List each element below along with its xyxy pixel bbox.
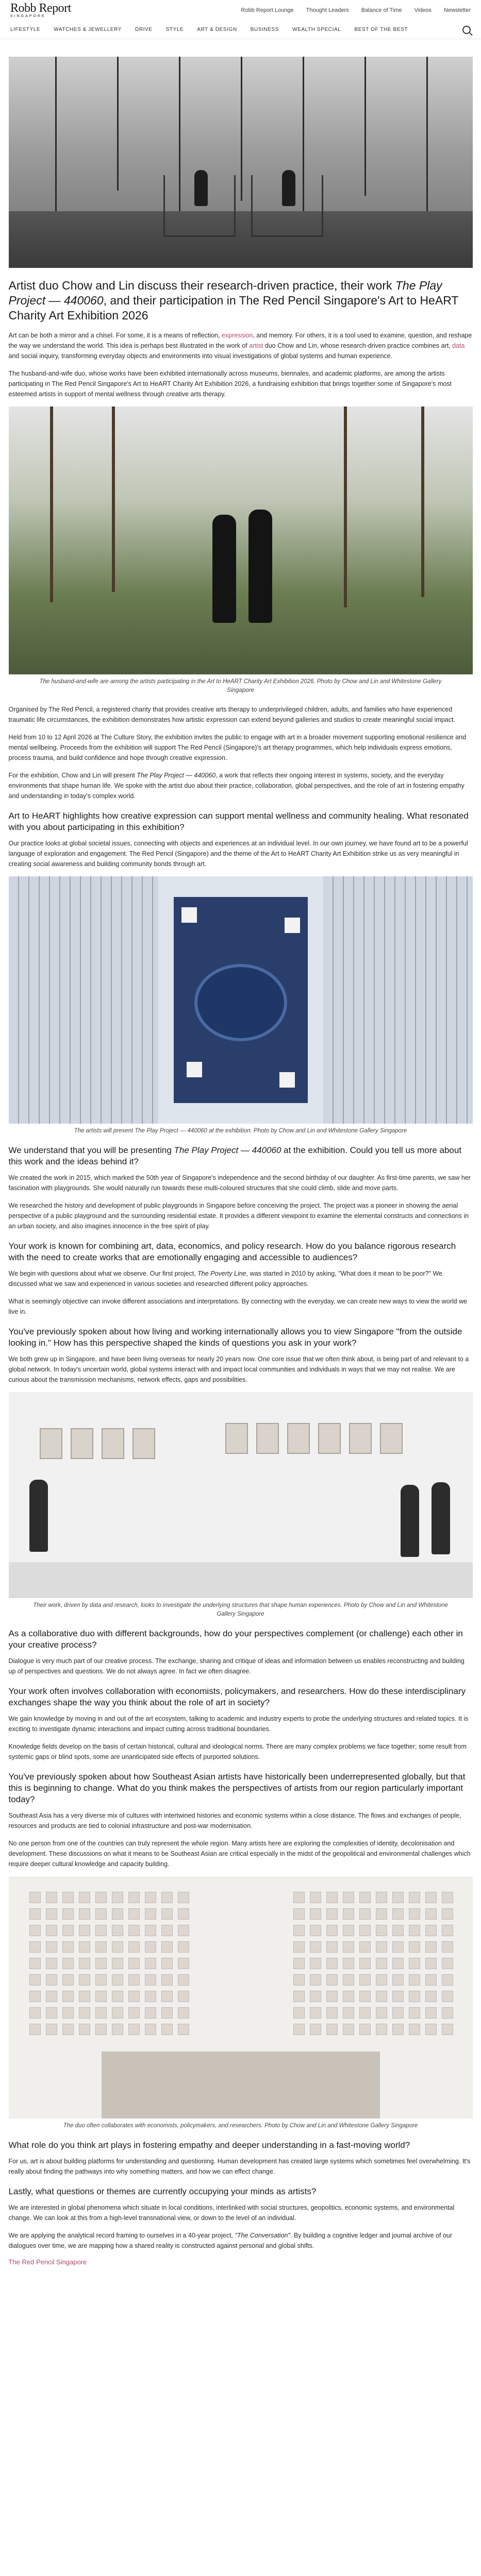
article-title: Artist duo Chow and Lin discuss their research-driven practice, their work The Play Project — 440060, and their participation in The Red Pencil Singapore's Art to HeART Charity Art Exhibition 2026 (8, 279, 459, 322)
main-nav (0, 21, 481, 39)
question-9: Lastly, what questions or themes are currently occupying your minds as artists? (8, 2187, 317, 2196)
article-body (9, 278, 473, 399)
question-6: Your work often involves collaboration with economists, policymakers, and researchers. How do these interdisciplinary exchanges shape the way you think about the role of art in society? (8, 1686, 466, 1707)
question-7: You've previously spoken about how Southeast Asian artists have historically been underrepresented globally, but that this is beginning to change. What do you think makes the perspectives of artists from our region particularly important today? (8, 1772, 466, 1804)
answer-9-p2: We are applying the analytical record framing to ourselves in a 40-year project, "The Conversation". By building a cognitive ledger and journal archive of our dialogues over time, we are mapping how a shared reality is constructed against personal and global shifts. (8, 2232, 453, 2249)
answer-7-p1: Southeast Asia has a very diverse mix of cultures with intertwined histories and economic systems within a close distance. The flows and exchanges of people, resources and products are tied to colonial infrastructure and post-war modernisation. (8, 1812, 461, 1829)
top-link-newsletter[interactable]: Newsletter (444, 7, 471, 13)
top-link-videos[interactable]: Videos (414, 7, 432, 13)
nav-item-watches-jewellery[interactable]: WATCHES & JEWELLERY (54, 27, 122, 32)
answer-4: We both grew up in Singapore, and have been living overseas for nearly 20 years now. One core issue that we often think about, is being part of and relevant to a global network. In today's uncertain world, global systems interact with and impact local communities and individuals in ways that we may not realise. We are curious about the transmission mechanisms, network effects, gaps and possibilities. (8, 1355, 469, 1383)
top-link-thought-leaders[interactable]: Thought Leaders (306, 7, 349, 13)
answer-2-p2: We researched the history and development of public playgrounds in Singapore before conceiving the project. The project was a pioneer in showing the aerial perspective of a public playground and the surrounding residential estate. It provides a different viewpoint to examine the elemental constructs and connections in an urban society, and also imagines innocence in the free spirit of play. (8, 1202, 469, 1230)
photo-gallery-visitors (9, 1392, 473, 1598)
link-expression[interactable]: expression (221, 332, 253, 339)
nav-item-business[interactable]: BUSINESS (250, 27, 279, 32)
photo-installation-grid (9, 1876, 473, 2119)
answer-6-p1: We gain knowledge by moving in and out of the art ecosystem, talking to academic and industry experts to probe the underlying structures and related topics. It is exciting to investigate dynamic interactions and impact cutting across traditional boundaries. (8, 1715, 469, 1733)
caption-3: Their work, driven by data and research, looks to investigate the underlying structures that shape human experiences. Photo by Chow and Lin and Whitestone Gallery Singapore (33, 1602, 448, 1617)
top-link-balance-of-time[interactable]: Balance of Time (361, 7, 402, 13)
answer-3-p2: What is seemingly objective can invoke different associations and interpretations. By connecting with the everyday, we can create new ways to view the world we live in. (8, 1298, 468, 1315)
answer-8: For us, art is about building platforms for understanding and questioning. Human development has created large systems which sometimes feel overwhelming. It's really about finding the pathways into why something matters, and how we can effect change. (8, 2158, 471, 2175)
link-red-pencil[interactable]: The Red Pencil Singapore (8, 2258, 87, 2266)
answer-2-p1: We created the work in 2015, which marked the 50th year of Singapore's independence and the second birthday of our daughter. As first-time parents, we saw her fascination with playgrounds. She would naturally run towards these multi-coloured structures that she could climb, slide and move parts. (8, 1174, 471, 1192)
link-data[interactable]: data (452, 342, 465, 349)
answer-9-p1: We are interested in global phenomena which situate in local conditions, interlinked with social structures, geopolitics, economic systems, and environmental change. We can look at this from a high-level transnational view, or down to the level of an individual. (8, 2204, 455, 2222)
intro-paragraph-2: The husband-and-wife duo, whose works have been exhibited internationally across museums, biennales, and academic platforms, are among the artists participating in The Red Pencil Singapore's Art to HeART Charity Art Exhibition 2026, a fundraising exhibition that brings together some of Singapore's most esteemed artists in support of mental wellness through creative arts therapy. (8, 370, 452, 398)
answer-3-p1: We begin with questions about what we observe. Our first project, The Poverty Line, was started in 2010 by asking, "What does it mean to be poor?" We discussed what we saw and experienced in various societies and researched different policy approaches. (8, 1270, 443, 1287)
photo-play-project (9, 876, 473, 1124)
caption-4: The duo often collaborates with economists, policymakers, and researchers. Photo by Chow and Lin and Whitestone Gallery Singapore (63, 2123, 418, 2129)
site-logo[interactable]: Robb Report SINGAPORE (10, 1, 71, 18)
caption-1: The husband-and-wife are among the artists participating in the Art to HeART Charity Art Exhibition 2026. Photo by Chow and Lin and Whitestone Gallery Singapore (39, 679, 442, 693)
question-2: We understand that you will be presenting The Play Project — 440060 at the exhibition. Could you tell us more about this work and the ideas behind it? (8, 1145, 462, 1166)
nav-item-art-design[interactable]: ART & DESIGN (197, 27, 237, 32)
link-artist[interactable]: artist (249, 342, 263, 349)
top-links (241, 7, 471, 13)
search-icon[interactable] (462, 26, 471, 34)
question-5: As a collaborative duo with different backgrounds, how do your perspectives complement (or challenge) each other in your creative process? (8, 1629, 463, 1650)
answer-6-p2: Knowledge fields develop on the basis of certain historical, cultural and ideological norms. There are many complex problems we face together; some result from systemic gaps or blind spots, some are unanticipated side effects of purported solutions. (8, 1743, 467, 1760)
top-bar (0, 0, 481, 21)
caption-2: The artists will present The Play Project — 440060 at the exhibition. Photo by Chow and Lin and Whitestone Gallery Singapore (74, 1128, 407, 1134)
paragraph-4: Held from 10 to 12 April 2026 at The Culture Story, the exhibition invites the public to engage with art in a broader movement supporting emotional resilience and mental wellbeing. Proceeds from the exhibition will support The Red Pencil (Singapore)'s art therapy programmes, which help individuals express emotions, process trauma, and build confidence and hope through creative expression. (8, 734, 467, 761)
nav-item-drive[interactable]: DRIVE (135, 27, 153, 32)
nav-item-lifestyle[interactable]: LIFESTYLE (10, 27, 41, 32)
question-1: Art to HeART highlights how creative expression can support mental wellness and community healing. What resonated with you about participating in this exhibition? (8, 811, 469, 832)
top-link-lounge[interactable]: Robb Report Lounge (241, 7, 294, 13)
photo-artists-park (9, 406, 473, 674)
answer-5: Dialogue is very much part of our creative process. The exchange, sharing and critique of ideas and information between us enables reconstructing and building up of perspectives and questions. We do not always agree. In fact we often disagree. (8, 1657, 465, 1675)
nav-item-style[interactable]: STYLE (165, 27, 184, 32)
hero-image (9, 57, 473, 268)
answer-7-p2: No one person from one of the countries can truly represent the whole region. Many artists here are exploring the complexities of identity, decolonisation and development. These discussions on what it means to be Southeast Asian are critical especially in the midst of the geopolitical and environmental challenges which require deeper cultural knowledge and capacity building. (8, 1840, 471, 1868)
question-8: What role do you think art plays in fostering empathy and deeper understanding in a fast-moving world? (8, 2140, 410, 2150)
nav-item-best-of-the-best[interactable]: BEST OF THE BEST (354, 27, 408, 32)
answer-1: Our practice looks at global societal issues, connecting with objects and experiences at an individual level. In our own journey, we have found art to be a powerful language of exploration and engagement. The Red Pencil (Singapore) and the theme of the Art to HeART Charity Art Exhibition strike us as very meaningful in creating social awareness and building community bonds through art. (8, 840, 468, 868)
question-3: Your work is known for combining art, data, economics, and policy research. How do you balance rigorous research with the need to create works that are emotionally engaging and accessible to audiences? (8, 1241, 456, 1262)
nav-item-wealth-special[interactable]: WEALTH SPECIAL (292, 27, 341, 32)
paragraph-5: For the exhibition, Chow and Lin will present The Play Project — 440060, a work that reflects their ongoing interest in systems, society, and the everyday environments that shape human life. We spoke with the artist duo about their practice, collaboration, global perspectives, and the role of art in fostering empathy and understanding in today's complex world. (8, 772, 465, 800)
paragraph-3: Organised by The Red Pencil, a registered charity that provides creative arts therapy to underprivileged children, adults, and families who have experienced traumatic life circumstances, the exhibition demonstrates how artistic expression can extend beyond galleries and studios to create meaningful social impact. (8, 706, 455, 723)
question-4: You've previously spoken about how living and working internationally allows you to view Singapore "from the outside looking in." How has this perspective shaped the kinds of questions you ask in your work? (8, 1327, 462, 1348)
intro-paragraph-1: Art can be both a mirror and a chisel. For some, it is a means of reflection, expression, and memory. For others, it is a tool used to examine, question, and reshape the way we understand the world. This idea is perhaps best illustrated in the work of artist duo Chow and Lin, whose research-driven practice combines art, data and social inquiry, transforming everyday objects and environments into visual investigations of global systems and human experience. (8, 332, 472, 360)
